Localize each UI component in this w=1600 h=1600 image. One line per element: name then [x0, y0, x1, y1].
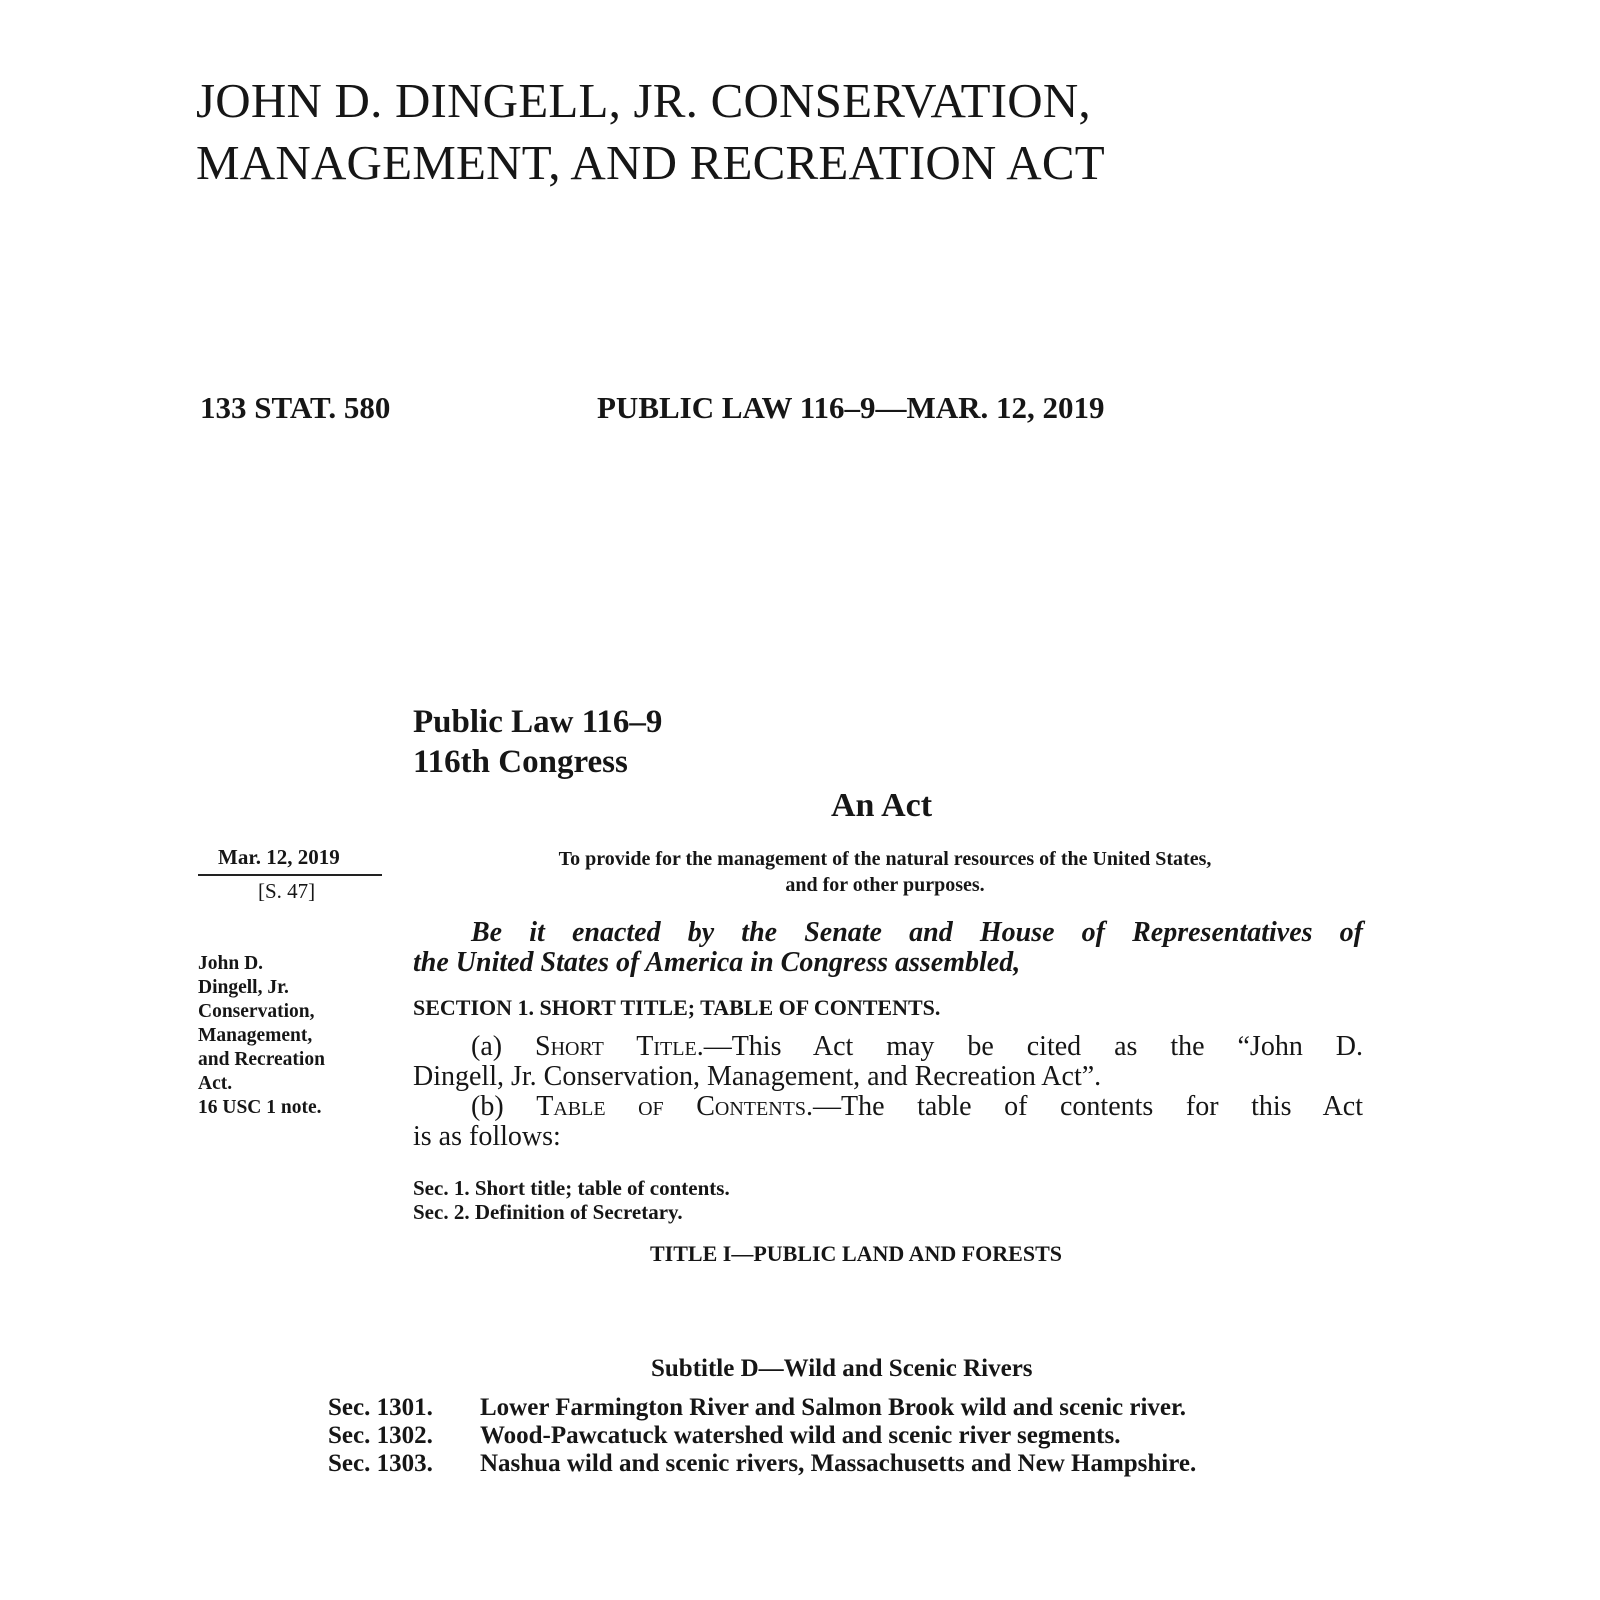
public-law-number: Public Law 116–9 [413, 704, 663, 740]
margin-divider [198, 874, 382, 876]
purpose-statement [440, 846, 1330, 898]
stat-citation: 133 STAT. 580 [200, 390, 391, 425]
act-heading [196, 70, 1105, 194]
section-title: Lower Farmington River and Salmon Brook wild and scenic river. [480, 1394, 1187, 1421]
section-entry [328, 1422, 1120, 1450]
act-heading-line-2: MANAGEMENT, AND RECREATION ACT [196, 135, 1105, 190]
title-i-heading: TITLE I—PUBLIC LAND AND FORESTS [650, 1241, 1062, 1266]
section-title: Wood-Pawcatuck watershed wild and scenic river segments. [480, 1422, 1121, 1449]
toc-entry: Sec. 2. Definition of Secretary. [413, 1200, 683, 1224]
margin-note-line: John D. [198, 953, 264, 974]
margin-note-line: Dingell, Jr. [198, 977, 289, 998]
section-number: Sec. 1302. [328, 1422, 433, 1449]
subtitle-d-heading: Subtitle D—Wild and Scenic Rivers [651, 1355, 1033, 1382]
paragraph-b-line-1 [413, 1092, 1363, 1122]
an-act-heading: An Act [831, 787, 933, 824]
margin-note-line: and Recreation [198, 1049, 325, 1070]
section-number: Sec. 1301. [328, 1394, 433, 1421]
enacting-line-2: the United States of America in Congress assembled, [413, 947, 1021, 978]
paragraph-a-line-2: Dingell, Jr. Conservation, Management, and Recreation Act”. [413, 1061, 1102, 1092]
section-entry [328, 1394, 1186, 1422]
purpose-line-1: To provide for the management of the natural resources of the United States, [558, 848, 1212, 870]
margin-note-line: 16 USC 1 note. [198, 1097, 322, 1118]
section-title: Nashua wild and scenic rivers, Massachusetts and New Hampshire. [480, 1450, 1197, 1477]
section-1-heading: SECTION 1. SHORT TITLE; TABLE OF CONTENTS. [413, 995, 941, 1020]
section-entry [328, 1450, 1196, 1478]
running-header: PUBLIC LAW 116–9—MAR. 12, 2019 [597, 390, 1105, 425]
margin-note-line: Act. [198, 1073, 233, 1094]
act-heading-line-1: JOHN D. DINGELL, JR. CONSERVATION, [196, 73, 1091, 128]
paragraph-b-label: (b) [471, 1091, 537, 1122]
paragraph-b-text: .—The table of contents for this Act [806, 1091, 1363, 1122]
paragraph-a-caption: Short Title [535, 1031, 697, 1062]
section-number: Sec. 1303. [328, 1450, 433, 1477]
paragraph-b [413, 1092, 1363, 1152]
paragraph-a [413, 1032, 1363, 1092]
margin-note [198, 952, 325, 1120]
paragraph-b-line-2: is as follows: [413, 1121, 561, 1152]
paragraph-b-caption: Table of Contents [536, 1091, 807, 1122]
margin-note-line: Conservation, [198, 1001, 315, 1022]
toc-entry: Sec. 1. Short title; table of contents. [413, 1176, 730, 1200]
paragraph-a-label: (a) [471, 1031, 536, 1062]
congress-number: 116th Congress [413, 744, 628, 780]
purpose-line-2: and for other purposes. [785, 874, 985, 896]
enacting-line-1: Be it enacted by the Senate and House of Representatives of [471, 917, 1363, 948]
paragraph-a-line-1 [413, 1032, 1363, 1062]
margin-date: Mar. 12, 2019 [218, 845, 340, 869]
enacting-clause [413, 918, 1363, 978]
margin-bill-number: [S. 47] [258, 879, 316, 903]
paragraph-a-text: .—This Act may be cited as the “John D. [696, 1031, 1363, 1062]
margin-note-line: Management, [198, 1025, 313, 1046]
